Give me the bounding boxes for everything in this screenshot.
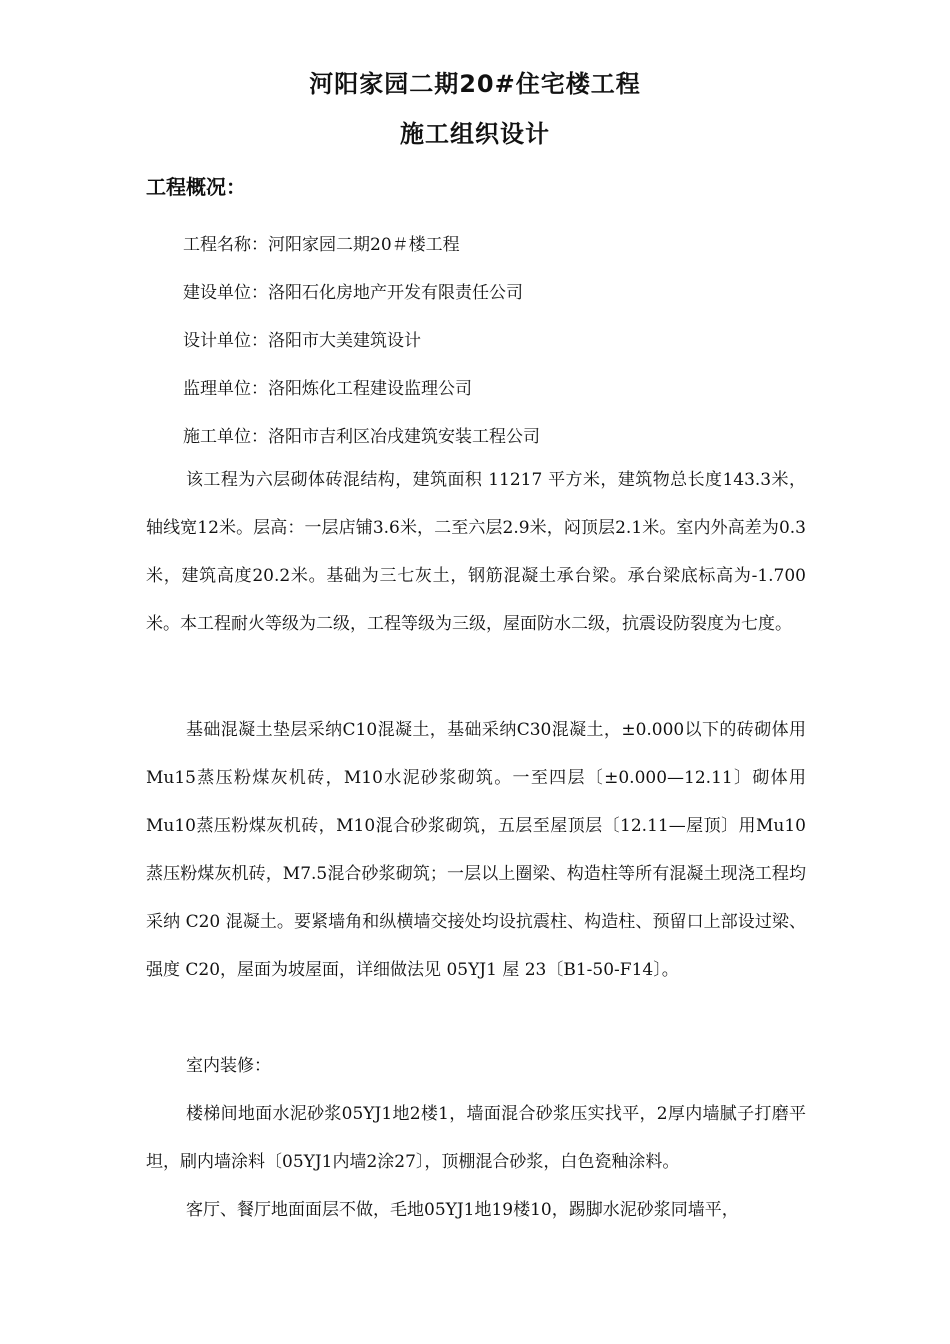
info-item-client: 建设单位：洛阳石化房地产开发有限责任公司: [183, 283, 523, 303]
paragraph-interior-heading: 室内装修：: [186, 1056, 271, 1076]
info-item-project-name: 工程名称：河阳家园二期20＃楼工程: [183, 235, 460, 255]
section-heading-project-overview: 工程概况：: [146, 175, 246, 199]
info-item-contractor: 施工单位：洛阳市吉利区冶戌建筑安装工程公司: [183, 427, 540, 447]
project-info-list: [183, 228, 540, 468]
document-title: 河阳家园二期20#住宅楼工程: [309, 70, 641, 98]
info-item-supervisor: 监理单位：洛阳炼化工程建设监理公司: [183, 379, 472, 399]
info-item-designer: 设计单位：洛阳市大美建筑设计: [183, 331, 421, 351]
paragraph-structure-overview: 该工程为六层砌体砖混结构，建筑面积 11217 平方米，建筑物总长度143.3米，轴线宽12米。层高：一层店铺3.6米，二至六层2.9米，闷顶层2.1米。室内外高差为0.3米，建筑高度20.2米。基础为三七灰土，钢筋混凝土承台梁。承台梁底标高为-1.700 米。本工程耐火等级为二级，工程等级为三级，屋面防水二级，抗震设防裂度为七度。: [146, 470, 806, 634]
paragraph-stairwell: 楼梯间地面水泥砂浆05YJ1地2楼1，墙面混合砂浆压实找平，2厚内墙腻子打磨平坦，刷内墙涂料〔05YJ1内墙2涂27〕，顶棚混合砂浆，白色瓷釉涂料。: [146, 1104, 806, 1172]
document-subtitle: 施工组织设计: [400, 120, 550, 148]
paragraph-living-room: 客厅、餐厅地面面层不做，毛地05YJ1地19楼10，踢脚水泥砂浆同墙平，: [186, 1200, 739, 1220]
paragraph-materials: 基础混凝土垫层采纳C10混凝土，基础采纳C30混凝土，±0.000以下的砖砌体用Mu15蒸压粉煤灰机砖，M10水泥砂浆砌筑。一至四层〔±0.000—12.11〕砌体用Mu10蒸压粉煤灰机砖，M10混合砂浆砌筑，五层至屋顶层〔12.11—屋顶〕用Mu10蒸压粉煤灰机砖，M7.5混合砂浆砌筑；一层以上圈梁、构造柱等所有混凝土现浇工程均采纳 C20 混凝土。要紧墙角和纵横墙交接处均设抗震柱、构造柱、预留口上部设过梁、强度 C20，屋面为坡屋面，详细做法见 05YJ1 屋 23〔B1-50-F14〕。: [146, 720, 806, 980]
